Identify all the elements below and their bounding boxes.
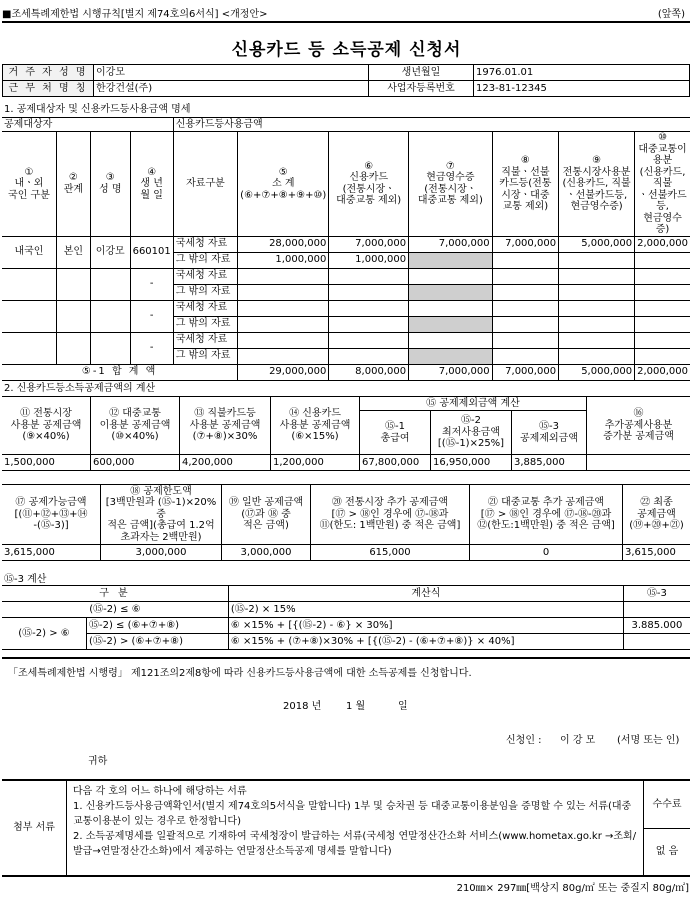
value-market-extra: 615,000 xyxy=(311,545,470,561)
table-row xyxy=(2,634,690,650)
table-row xyxy=(2,300,690,316)
table-row xyxy=(2,602,690,618)
empty-cell xyxy=(492,300,558,316)
shaded-cell xyxy=(409,252,493,268)
result-row1 xyxy=(623,602,690,618)
other-subtotal: 1,000,000 xyxy=(238,252,329,268)
result-row2b xyxy=(623,634,690,650)
table-row xyxy=(2,618,690,634)
regulation-text: ■조세특례제한법 시행규칙[별지 제74호의6서식] <개정안> xyxy=(2,9,268,20)
source-other: 그 밖의 자료 xyxy=(173,252,237,268)
source-nts: 국세청 자료 xyxy=(173,332,237,348)
nts-transit: 2,000,000 xyxy=(635,236,690,252)
name-cell: 이강모 xyxy=(90,236,130,268)
cond-row2b: (⑮-2) > (⑥+⑦+⑧) xyxy=(87,634,229,650)
attachment-item-2: 2. 소득공제명세를 일괄적으로 기재하여 국세청장이 발급하는 서류(국세청 연말정산간소화 서비스(www.hometax.go.kr →조회/발급→연말정산간소화)에서 제공하는 연말정산소득공제 명세를 말합니다) xyxy=(73,831,637,857)
empty-cell xyxy=(635,332,690,348)
empty-cell xyxy=(238,268,329,284)
attachments-table xyxy=(2,779,690,877)
total-subtotal: 29,000,000 xyxy=(238,364,329,380)
signature-note: (서명 또는 인) xyxy=(617,735,680,746)
header-market-deduction: ⑪ 전통시장 사용분 공제금액 (⑨×40%) xyxy=(2,397,91,455)
header-exclusion: ⑮-3 공제제외금액 xyxy=(512,411,587,455)
empty-cell xyxy=(492,252,558,268)
value-final: 3,615,000 xyxy=(623,545,691,561)
empty-cell xyxy=(409,268,493,284)
source-nts: 국세청 자료 xyxy=(173,268,237,284)
value-transit-extra: 0 xyxy=(470,545,623,561)
section3-title: ⑮-3 계산 xyxy=(4,574,47,585)
value-debit-deduction: 4,200,000 xyxy=(180,455,271,471)
header-market: ⑨ 전통시장사용분 (신용카드, 직불 ㆍ선불카드등, 현금영수증) xyxy=(559,132,635,237)
value-transit-deduction: 600,000 xyxy=(91,455,180,471)
empty-cell xyxy=(238,316,329,332)
fee-label: 수수료 xyxy=(644,781,690,829)
header-debit-card: ⑧ 직불ㆍ선불 카드등(전통 시장ㆍ대중 교통 제외) xyxy=(492,132,558,237)
empty-cell xyxy=(329,300,409,316)
empty-cell xyxy=(56,300,90,332)
empty-cell xyxy=(56,268,90,300)
dash-cell: - xyxy=(130,268,173,300)
dash-cell: - xyxy=(130,300,173,332)
formula-row2b: ⑥ ×15% + (⑦+⑧)×30% + [{(⑮-2) - (⑥+⑦+⑧)} × 40%] xyxy=(228,634,623,650)
deduction-table-1 xyxy=(2,396,690,471)
header-limit: ⑱ 공제한도액 [3백만원과 (⑮-1)×20% 중 적은 금액](총급여 1.2억 초과자는 2백만원) xyxy=(101,485,222,545)
declaration-year: 2018 년 xyxy=(283,701,322,712)
applicant-table xyxy=(2,64,690,97)
section1-title: 1. 공제대상자 및 신용카드등사용금액 명세 xyxy=(4,104,191,115)
header-debit-deduction: ⑬ 직불카드등 사용분 공제금액 (⑦+⑧)×30% xyxy=(180,397,271,455)
header-data-source: 자료구분 xyxy=(173,132,237,237)
value-min-usage: 16,950,000 xyxy=(431,455,512,471)
header-min-usage: ⑮-2 최저사용금액 [(⑮-1)×25%] xyxy=(431,411,512,455)
empty-cell xyxy=(90,300,130,332)
header-subtotal: ⑤ 소 계 (⑥+⑦+⑧+⑨+⑩) xyxy=(238,132,329,237)
addressee: 귀하 xyxy=(88,756,108,767)
header-cash-receipt: ⑦ 현금영수증 (전통시장ㆍ 대중교통 제외) xyxy=(409,132,493,237)
empty-cell xyxy=(559,300,635,316)
cond-row2a: ⑮-2) ≤ (⑥+⑦+⑧) xyxy=(87,618,229,634)
source-other: 그 밖의 자료 xyxy=(173,348,237,364)
formula-row1: (⑮-2) × 15% xyxy=(228,602,623,618)
paper-spec: 210㎜× 297㎜[백상지 80g/㎡ 또는 중질지 80g/㎡] xyxy=(456,883,689,894)
header-total-salary: ⑮-1 총급여 xyxy=(360,411,431,455)
group-deductee: 공제대상자 xyxy=(2,118,173,132)
nts-cash: 7,000,000 xyxy=(409,236,493,252)
header-transit: ⑩ 대중교통이용분 (신용카드, 직불 ㆍ선불카드등, 현금영수증) xyxy=(635,132,690,237)
header-card-deduction: ⑭ 신용카드 사용분 공제금액 (⑥×15%) xyxy=(271,397,360,455)
applicant-name: 이 강 모 xyxy=(560,735,596,746)
table-row xyxy=(2,332,690,348)
empty-cell xyxy=(329,316,409,332)
usage-table xyxy=(2,117,690,381)
value-additional xyxy=(587,455,691,471)
total-label: ⑤-1 합 계 액 xyxy=(2,364,238,380)
cat-row2: (⑮-2) > ⑥ xyxy=(2,618,87,650)
total-market: 5,000,000 xyxy=(559,364,635,380)
value-general: 3,000,000 xyxy=(222,545,311,561)
declaration-rule xyxy=(2,657,690,659)
header-formula: 계산식 xyxy=(228,586,623,602)
form-title: 신용카드 등 소득공제 신청서 xyxy=(231,40,462,60)
source-other: 그 밖의 자료 xyxy=(173,316,237,332)
dash-cell: - xyxy=(130,332,173,364)
empty-cell xyxy=(559,348,635,364)
value-total-salary: 67,800,000 xyxy=(360,455,431,471)
empty-cell xyxy=(559,268,635,284)
empty-cell xyxy=(90,268,130,300)
birth-cell: 660101 xyxy=(130,236,173,268)
attachments-intro: 다음 각 호의 어느 하나에 해당하는 서류 xyxy=(73,786,247,797)
source-other: 그 밖의 자료 xyxy=(173,284,237,300)
nts-subtotal: 28,000,000 xyxy=(238,236,329,252)
nationality-cell: 내국인 xyxy=(2,236,56,268)
bizno-label: 사업자등록번호 xyxy=(369,81,474,97)
attachment-item-1: 1. 신용카드등사용금액확인서(별지 제74호의5서식을 말합니다) 1부 및 승차권 등 대중교통이용분임을 증명할 수 있는 서류(대중교통이용분이 있는 경우로 한정합니다) xyxy=(73,801,632,827)
empty-cell xyxy=(635,284,690,300)
table-row xyxy=(2,268,690,284)
nts-card: 7,000,000 xyxy=(329,236,409,252)
header-name: ③ 성 명 xyxy=(90,132,130,237)
group-usage: 신용카드등사용금액 xyxy=(173,118,690,132)
calc-table xyxy=(2,585,690,650)
empty-cell xyxy=(559,316,635,332)
nts-debit: 7,000,000 xyxy=(492,236,558,252)
header-final: ㉒ 최종 공제금액 (⑲+⑳+㉑) xyxy=(623,485,691,545)
empty-cell xyxy=(329,268,409,284)
empty-cell xyxy=(559,332,635,348)
section2-title: 2. 신용카드등소득공제금액의 계산 xyxy=(4,383,156,394)
total-debit: 7,000,000 xyxy=(492,364,558,380)
table-row xyxy=(2,545,690,561)
header-transit-deduction: ⑫ 대중교통 이용분 공제금액 (⑩×40%) xyxy=(91,397,180,455)
workplace-value: 한강건설(주) xyxy=(94,81,369,97)
other-card: 1,000,000 xyxy=(329,252,409,268)
cat-row1: (⑮-2) ≤ ⑥ xyxy=(2,602,228,618)
empty-cell xyxy=(635,316,690,332)
deduction-table-2 xyxy=(2,484,690,561)
empty-cell xyxy=(238,332,329,348)
empty-cell xyxy=(90,332,130,364)
empty-cell xyxy=(635,348,690,364)
attachments-label: 첨부 서류 xyxy=(2,780,67,876)
header-credit-card: ⑥ 신용카드 (전통시장ㆍ 대중교통 제외) xyxy=(329,132,409,237)
empty-cell xyxy=(56,332,90,364)
fee-value: 없 음 xyxy=(655,846,679,857)
relation-cell: 본인 xyxy=(56,236,90,268)
header-relation: ② 관계 xyxy=(56,132,90,237)
total-row xyxy=(2,364,690,380)
shaded-cell xyxy=(409,348,493,364)
empty-cell xyxy=(492,268,558,284)
header-transit-extra: ㉑ 대중교통 추가 공제금액 [⑰ > ⑱인 경우에 ⑰-⑱-⑳과 ⑫(한도:1백만원) 중 적은 금액] xyxy=(470,485,623,545)
workplace-label: 근 무 처 명 칭 xyxy=(3,81,94,97)
total-cash: 7,000,000 xyxy=(409,364,493,380)
formula-row2a: ⑥ ×15% + [{(⑮-2) - ⑥} × 30%] xyxy=(228,618,623,634)
empty-cell xyxy=(559,252,635,268)
value-card-deduction: 1,200,000 xyxy=(271,455,360,471)
empty-cell xyxy=(559,284,635,300)
empty-cell xyxy=(492,332,558,348)
header-category: 구 분 xyxy=(2,586,228,602)
header-general: ⑲ 일반 공제금액 (⑰과 ⑱ 중 적은 금액) xyxy=(222,485,311,545)
header-exclusion-group: ⑮ 공제제외금액 계산 xyxy=(360,397,587,411)
source-nts: 국세청 자료 xyxy=(173,236,237,252)
birth-label: 생년월일 xyxy=(369,65,474,81)
total-card: 8,000,000 xyxy=(329,364,409,380)
empty-cell xyxy=(329,348,409,364)
declaration-month: 1 월 xyxy=(346,701,366,712)
empty-cell xyxy=(238,300,329,316)
nts-market: 5,000,000 xyxy=(559,236,635,252)
resident-name-value: 이강모 xyxy=(94,65,369,81)
empty-cell xyxy=(238,348,329,364)
empty-cell xyxy=(409,300,493,316)
empty-cell xyxy=(635,300,690,316)
result-row2a: 3.885.000 xyxy=(623,618,690,634)
source-nts: 국세청 자료 xyxy=(173,300,237,316)
top-rule xyxy=(2,21,690,23)
resident-name-label: 거 주 자 성 명 xyxy=(3,65,94,81)
table-row xyxy=(2,236,690,252)
header-birth: ④ 생 년 월 일 xyxy=(130,132,173,237)
birth-value: 1976.01.01 xyxy=(474,65,690,81)
total-transit: 2,000,000 xyxy=(635,364,690,380)
header-result: ⑮-3 xyxy=(623,586,690,602)
empty-cell xyxy=(329,332,409,348)
empty-cell xyxy=(2,300,56,332)
empty-cell xyxy=(409,332,493,348)
empty-cell xyxy=(2,332,56,364)
empty-cell xyxy=(2,268,56,300)
header-nationality: ① 내ㆍ외 국인 구분 xyxy=(2,132,56,237)
empty-cell xyxy=(492,316,558,332)
value-market-deduction: 1,500,000 xyxy=(2,455,91,471)
shaded-cell xyxy=(409,316,493,332)
header-market-extra: ⑳ 전통시장 추가 공제금액 [⑰ > ⑱인 경우에 ⑰-⑱과 ⑪(한도: 1백만원) 중 적은 금액] xyxy=(311,485,470,545)
empty-cell xyxy=(329,284,409,300)
applicant-label: 신청인 : xyxy=(506,735,542,746)
empty-cell xyxy=(635,252,690,268)
declaration-day: 일 xyxy=(398,701,408,712)
empty-cell xyxy=(492,284,558,300)
empty-cell xyxy=(238,284,329,300)
value-deductible: 3,615,000 xyxy=(2,545,101,561)
bizno-value: 123-81-12345 xyxy=(474,81,690,97)
header-additional: ⑯ 추가공제사용분 증가분 공제금액 xyxy=(587,397,691,455)
declaration-statement: 「조세특례제한법 시행령」 제121조의2제8항에 따라 신용카드등사용금액에 대한 소득공제를 신청합니다. xyxy=(8,668,472,679)
shaded-cell xyxy=(409,284,493,300)
page-side: (앞쪽) xyxy=(657,9,685,20)
empty-cell xyxy=(635,268,690,284)
empty-cell xyxy=(492,348,558,364)
value-exclusion: 3,885,000 xyxy=(512,455,587,471)
value-limit: 3,000,000 xyxy=(101,545,222,561)
header-deductible: ⑰ 공제가능금액 [(⑪+⑫+⑬+⑭ -(⑮-3)] xyxy=(2,485,101,545)
table-row xyxy=(2,455,690,471)
